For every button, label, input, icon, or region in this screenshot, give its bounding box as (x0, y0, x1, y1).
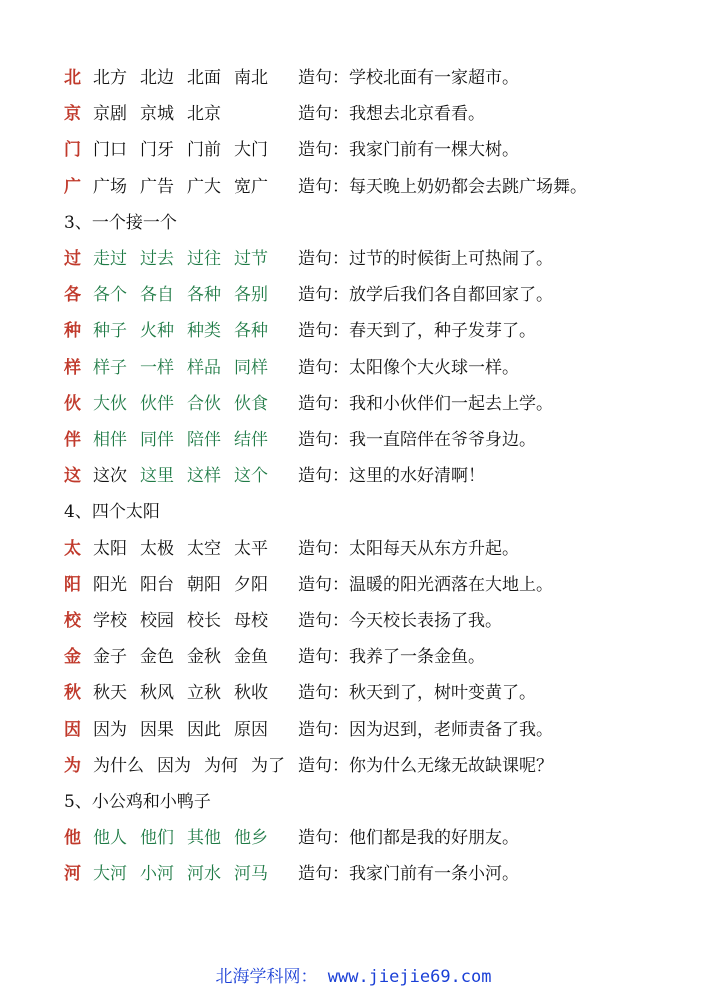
key-character: 过 (64, 249, 81, 269)
related-word: 金色 (140, 647, 174, 668)
example-sentence: 造句：太阳每天从东方升起。 (298, 538, 519, 559)
related-word: 北面 (187, 68, 221, 88)
key-character: 阳 (64, 574, 81, 595)
related-word: 金子 (93, 647, 127, 668)
related-word: 各种 (187, 285, 221, 306)
section-heading: 5、小公鸡和小鸭子 (64, 792, 211, 812)
related-word: 各种 (234, 321, 268, 342)
related-word: 因为 (157, 755, 191, 776)
example-sentence: 造句：过节的时候街上可热闹了。 (298, 249, 553, 269)
key-character: 各 (64, 285, 81, 306)
example-sentence: 造句：我家门前有一棵大树。 (298, 140, 519, 161)
related-word: 这个 (234, 466, 268, 487)
related-word: 母校 (234, 611, 268, 631)
related-word: 广场 (93, 176, 127, 197)
related-word: 这样 (187, 466, 221, 487)
related-word: 原因 (234, 719, 268, 740)
related-word: 样品 (187, 357, 221, 378)
related-word: 广大 (187, 176, 221, 197)
related-word: 各自 (140, 285, 174, 306)
related-word: 合伙 (187, 393, 221, 414)
related-word: 金秋 (187, 647, 221, 668)
related-word: 立秋 (187, 683, 221, 704)
related-word: 秋天 (93, 683, 127, 704)
related-word: 伙伴 (140, 393, 174, 414)
related-word: 金鱼 (234, 647, 268, 668)
related-word: 这次 (93, 466, 127, 487)
related-word: 各个 (93, 285, 127, 306)
related-word: 太极 (140, 538, 174, 559)
related-word: 大河 (93, 864, 127, 885)
key-character: 校 (64, 611, 81, 631)
related-word: 过节 (234, 249, 268, 269)
related-word: 大门 (234, 140, 268, 161)
key-character: 伙 (64, 393, 81, 414)
related-word: 北京 (187, 104, 221, 125)
example-sentence: 造句：这里的水好清啊！ (298, 466, 485, 487)
key-character: 京 (64, 104, 81, 125)
example-sentence: 造句：学校北面有一家超市。 (298, 68, 519, 88)
related-word: 阳台 (140, 574, 174, 595)
key-character: 广 (64, 176, 81, 197)
related-word: 大伙 (93, 393, 127, 414)
key-character: 门 (64, 140, 81, 161)
example-sentence: 造句：每天晚上奶奶都会去跳广场舞。 (298, 176, 587, 197)
key-character: 太 (64, 538, 81, 559)
related-word: 门前 (187, 140, 221, 161)
related-word: 伙食 (234, 393, 268, 414)
related-word: 校长 (187, 611, 221, 631)
related-word: 为了 (251, 755, 285, 776)
example-sentence: 造句：太阳像个大火球一样。 (298, 357, 519, 378)
related-word: 广告 (140, 176, 174, 197)
related-word: 一样 (140, 357, 174, 378)
example-sentence: 造句：温暖的阳光洒落在大地上。 (298, 574, 553, 595)
example-sentence: 造句：我想去北京看看。 (298, 104, 485, 125)
section-heading: 4、四个太阳 (64, 502, 160, 523)
related-word: 秋收 (234, 683, 268, 704)
key-character: 因 (64, 719, 81, 740)
related-word: 样子 (93, 357, 127, 378)
related-word: 太阳 (93, 538, 127, 559)
related-word: 小河 (140, 864, 174, 885)
key-character: 这 (64, 466, 81, 487)
related-word: 同伴 (140, 430, 174, 450)
related-word: 太平 (234, 538, 268, 559)
example-sentence: 造句：我一直陪伴在爷爷身边。 (298, 430, 536, 450)
related-word: 河水 (187, 864, 221, 885)
key-character: 伴 (64, 430, 81, 450)
related-word: 种子 (93, 321, 127, 342)
related-word: 过往 (187, 249, 221, 269)
related-word: 阳光 (93, 574, 127, 595)
related-word: 为什么 (93, 755, 144, 776)
key-character: 为 (64, 755, 81, 776)
related-word: 京城 (140, 104, 174, 125)
related-word: 北方 (93, 68, 127, 88)
related-word: 火种 (140, 321, 174, 342)
related-word: 太空 (187, 538, 221, 559)
example-sentence: 造句：我和小伙伴们一起去上学。 (298, 393, 553, 414)
related-word: 校园 (140, 611, 174, 631)
footer-watermark: 北海学科网： www.jiejie69.com (215, 967, 492, 987)
related-word: 秋风 (140, 683, 174, 704)
example-sentence: 造句：他们都是我的好朋友。 (298, 828, 519, 849)
key-character: 秋 (64, 683, 81, 704)
example-sentence: 造句：秋天到了，树叶变黄了。 (298, 683, 536, 704)
related-word: 走过 (93, 249, 127, 269)
key-character: 金 (64, 647, 81, 668)
section-heading: 3、一个接一个 (64, 212, 177, 233)
key-character: 他 (64, 828, 81, 849)
related-word: 因此 (187, 719, 221, 740)
related-word: 门牙 (140, 140, 174, 161)
related-word: 学校 (93, 611, 127, 631)
related-word: 他人 (93, 828, 127, 849)
related-word: 朝阳 (187, 574, 221, 595)
related-word: 因为 (93, 719, 127, 740)
related-word: 夕阳 (234, 574, 268, 595)
key-character: 样 (64, 357, 81, 378)
related-word: 京剧 (93, 104, 127, 125)
related-word: 过去 (140, 249, 174, 269)
related-word: 结伴 (234, 430, 268, 450)
related-word: 他乡 (234, 828, 268, 849)
related-word: 南北 (234, 68, 268, 88)
related-word: 种类 (187, 321, 221, 342)
related-word: 相伴 (93, 430, 127, 450)
related-word: 他们 (140, 828, 174, 849)
example-sentence: 造句：我养了一条金鱼。 (298, 647, 485, 668)
key-character: 种 (64, 321, 81, 342)
example-sentence: 造句：我家门前有一条小河。 (298, 864, 519, 885)
related-word: 其他 (187, 828, 221, 849)
related-word: 同样 (234, 357, 268, 378)
key-character: 河 (64, 864, 81, 885)
related-word: 陪伴 (187, 430, 221, 450)
related-word: 各别 (234, 285, 268, 306)
key-character: 北 (64, 68, 81, 88)
related-word: 北边 (140, 68, 174, 88)
example-sentence: 造句：放学后我们各自都回家了。 (298, 285, 553, 306)
related-word: 因果 (140, 719, 174, 740)
example-sentence: 造句：今天校长表扬了我。 (298, 611, 502, 631)
related-word: 为何 (204, 755, 238, 776)
example-sentence: 造句：你为什么无缘无故缺课呢？ (298, 755, 553, 776)
related-word: 宽广 (234, 176, 268, 197)
related-word: 门口 (93, 140, 127, 161)
related-word: 这里 (140, 466, 174, 487)
related-word: 河马 (234, 864, 268, 885)
example-sentence: 造句：春天到了，种子发芽了。 (298, 321, 536, 342)
example-sentence: 造句：因为迟到，老师责备了我。 (298, 719, 553, 740)
